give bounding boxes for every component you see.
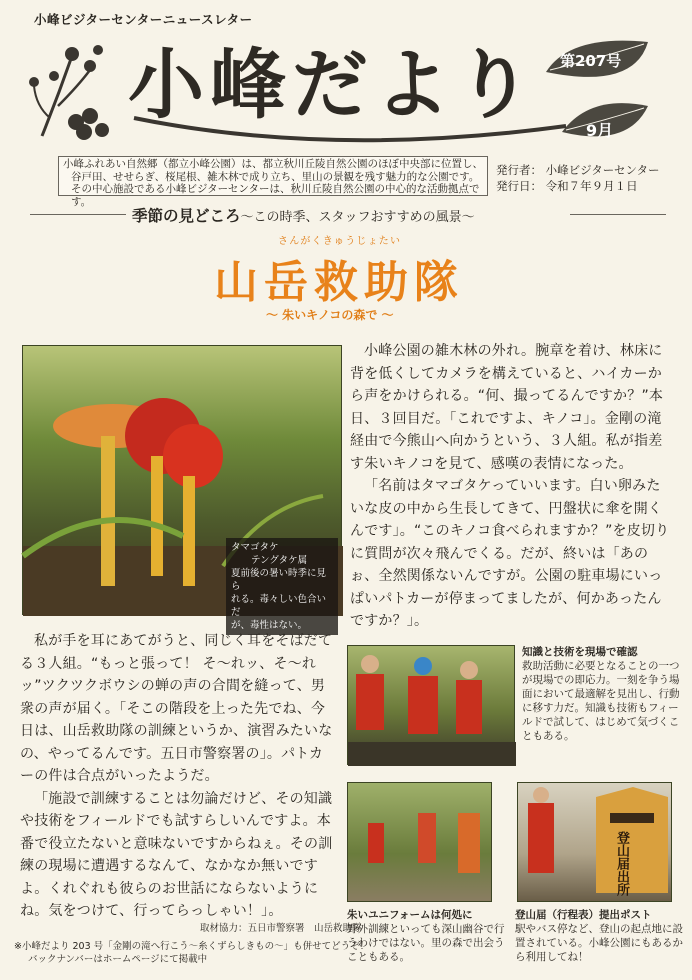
article-column-2 <box>20 630 335 923</box>
interview-credit: 取材協力：五日市警察署 山岳救助隊 <box>200 923 362 934</box>
post-box-photo <box>517 782 672 902</box>
heading-rule-left <box>30 214 126 215</box>
issue-number: 第207号 <box>560 52 622 70</box>
article-column-1 <box>350 340 672 633</box>
caption-knowledge <box>522 645 682 743</box>
date-label: 発行日： <box>496 179 542 193</box>
caption-uniform-text: 野外訓練といっても深山幽谷で行うわけではない。里の森で出会うこともある。 <box>347 923 505 963</box>
footnote-line-1: ※小峰だより 203 号「金剛の滝へ行こう～糸くずらしきもの～」も併せてどうぞ！ <box>14 941 370 952</box>
publisher-value: 小峰ビジターセンター <box>545 163 660 177</box>
caption-uniform-title: 朱いユニフォームは何処に <box>347 909 473 921</box>
footnote-line-2: バックナンバーはホームページにて掲載中 <box>28 954 208 965</box>
caption-post-text: 駅やバス停など、登山の起点地に設置されている。小峰公園にもあるから利用してね！ <box>515 923 683 963</box>
caption-uniform <box>347 908 512 964</box>
caption-post-title: 登山届（行程表）提出ポスト <box>515 909 652 921</box>
mushroom-desc-3: が、毒性はない。 <box>231 620 308 631</box>
caption-post <box>515 908 685 964</box>
caption-knowledge-title: 知識と技術を現場で確認 <box>522 646 638 658</box>
date-value: 令和７年９月１日 <box>545 179 638 193</box>
section-heading <box>132 204 475 226</box>
section-heading-main: 季節の見どころ <box>132 207 241 225</box>
footnote <box>14 940 369 966</box>
rescue-training-photo <box>347 645 515 765</box>
intro-line-1: 小峰ふれあい自然郷（都立小峰公園）は、都立秋川丘陵自然公園のほぼ中央部に位置し、 <box>63 158 483 170</box>
forest-figures <box>348 783 493 903</box>
article-paragraph-3: 私が手を耳にあてがうと、同じく耳をそばだてる３人組。“もっと張って！ そ～れッ、そ～れッ”ツクツクボウシの蝉の声の合間を縫って、男衆の声が届く。「そこの階段を上った先でね、今日は、山岳救助隊の訓練というか、演習みたいなの、やってるんです。五日市警察署の」。パトカーの件は合点がいったようだ。 <box>20 633 333 784</box>
mushroom-desc-2: れる。毒々しい色合いだ <box>231 594 327 618</box>
plant-illustration <box>28 36 114 146</box>
newsletter-series: 小峰ビジターセンターニュースレター <box>34 12 253 27</box>
publisher-label: 発行者： <box>496 163 542 177</box>
feature-title: 山岳救助隊 <box>214 257 464 308</box>
intro-line-3: その中心施設である小峰ビジターセンターは、秋川丘陵自然公園の中心的な活動拠点です。 <box>71 183 480 208</box>
mushroom-name: タマゴタケ <box>231 542 279 553</box>
intro-box <box>58 156 488 208</box>
forest-uniform-photo <box>347 782 492 902</box>
feature-subtitle: ～ 朱いキノコの森で ～ <box>266 308 394 322</box>
section-heading-sub: ～この時季、スタッフおすすめの風景～ <box>240 210 475 225</box>
rescue-figures <box>348 646 516 766</box>
article-paragraph-4: 「施設で訓練することは勿論だけど、その知識や技術をフィールドでも試すらしいんですよ。本番で役立たないと意味ないですからねぇ。その訓練の現場に遭遇するなんて、なかなか無いですよ。くれぐれも彼らのお世話にならないようにね。気をつけて、行ってらっしゃい！」。 <box>20 790 333 919</box>
title-ruby: さんがくきゅうじょたい <box>278 236 402 247</box>
intro-line-2: 谷戸田、せせらぎ、桜尾根、雑木林で成り立ち、里山の景観を残す魅力的な公園です。 <box>71 170 480 183</box>
issue-month: 9月 <box>586 121 614 140</box>
mushroom-family: テングタケ属 <box>251 555 308 566</box>
article-paragraph-1: 小峰公園の雑木林の外れ。腕章を着け、林床に背を低くしてカメラを構えていると、ハイカーから声をかけられる。“何、撮ってるんですか？”本日、３回目だ。「これですよ、キノコ」。金剛の滝経由で今熊山へ向かうという、３人組。私が指差す朱いキノコを見て、感嘆の表情になった。 <box>350 343 664 472</box>
mushroom-desc-1: 夏前後の暑い時季に見ら <box>231 568 327 592</box>
article-paragraph-2: 「名前はタマゴタケっていいます。白い卵みたいな皮の中から生長してきて、円盤状に傘を開くんです」。“このキノコ食べられますか？”を皮切りに質問が次々飛んでくる。だが、終いは「あのぉ、全然関係ないんですが。公園の駐車場にいっぱいパトカーが停まってましたが、何かあったんですか？」。 <box>350 478 670 629</box>
mushroom-photo <box>22 345 342 631</box>
caption-knowledge-text: 救助活動に必要となることの一つが現場での即応力。一刻を争う場面において最適解を見出し、行動に移す力だ。知識も技術もフィールドで試して、はじめて気づくこともある。 <box>522 660 680 742</box>
title-underline <box>130 108 570 152</box>
heading-rule-right <box>570 214 666 215</box>
newsletter-title: 小峰だより <box>128 40 538 129</box>
mushroom-caption <box>226 538 338 635</box>
post-scene <box>518 783 673 903</box>
post-box-label: 登山届出所 <box>614 831 629 896</box>
publisher-info <box>496 162 660 194</box>
